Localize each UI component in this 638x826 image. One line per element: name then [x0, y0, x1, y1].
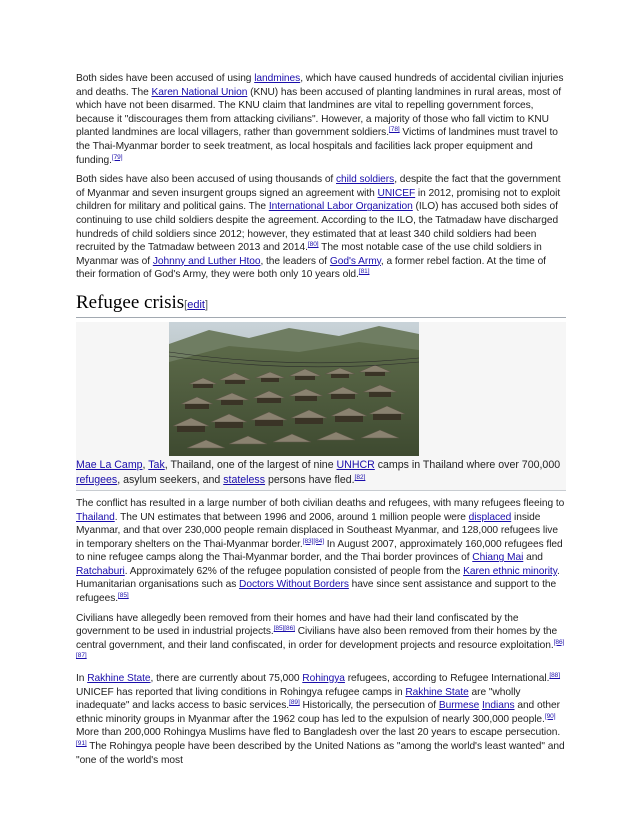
text: Civilians have also been removed from their homes by the central government, and their land confiscated, in order for development projects and resource exploitation. — [76, 626, 558, 651]
paragraph-refugees — [76, 497, 566, 606]
link-stateless[interactable]: stateless — [223, 473, 266, 486]
link-displaced[interactable]: displaced — [468, 511, 512, 523]
text: have since sent assistance and support to the refugees. — [76, 579, 557, 605]
link-johnny-and-luther-htoo[interactable]: Johnny and Luther Htoo — [152, 255, 261, 267]
text: The Rohingya people have been described by the United Nations as "among the world's least wanted" and "one of the world's most — [76, 741, 565, 766]
paragraph-rohingya — [76, 672, 566, 767]
link-rakhine-state[interactable]: Rakhine State — [87, 673, 151, 685]
text: , despite the fact that the government of Myanmar and seven insurgent groups signed an agreement with — [76, 174, 561, 199]
text: UNICEF has reported that living conditions in Rohingya refugee camps in — [76, 686, 406, 698]
citation-82[interactable]: [82] — [354, 473, 366, 481]
text: Civilians have allegedly been removed from their homes and have had their land confiscated by the government to be used in industrial projects. — [76, 612, 519, 638]
link-thailand[interactable]: Thailand — [76, 511, 115, 523]
text: , there are currently about 75,000 — [150, 673, 303, 685]
citation-81[interactable]: [81] — [358, 268, 370, 276]
citation-83-84[interactable]: [83][84] — [302, 537, 324, 545]
link-unhcr[interactable]: UNHCR — [336, 458, 375, 471]
text: Both sides have been accused of using — [76, 73, 255, 84]
text: and other ethnic minority groups in Myanmar after the 1962 coup has led to the expulsion of nearly 300,000 people. — [76, 700, 560, 725]
link-rakhine-state-2[interactable]: Rakhine State — [405, 686, 469, 698]
link-karen-national-union[interactable]: Karen National Union — [151, 86, 248, 98]
figure-caption — [76, 456, 566, 490]
citation-85-86[interactable]: [85][86] — [273, 625, 295, 633]
link-doctors-without-borders[interactable]: Doctors Without Borders — [239, 579, 349, 591]
link-burmese[interactable]: Burmese — [438, 700, 480, 712]
edit-bracket-close: ] — [204, 298, 209, 311]
text: camps in Thailand where over 700,000 — [374, 458, 561, 471]
text: (KNU) has been accused of planting landmines in rural areas, most of which have not been disarmed. The KNU claim that landmines are vital to repelling government forces, because it "discourages them from attacking civilians". However, a majority of those who fall victim to KNU planted landmines are local villagers, rather than government soldiers. — [76, 86, 561, 139]
link-child-soldiers[interactable]: child soldiers — [336, 174, 395, 186]
citation-78[interactable]: [78] — [389, 126, 400, 134]
citation-79[interactable]: [79] — [111, 153, 123, 161]
paragraph-landmines — [76, 72, 566, 167]
text: are "wholly inadequate" and lacks access to basic services. — [76, 686, 521, 712]
link-chiang-mai[interactable]: Chiang Mai — [472, 552, 524, 564]
text: Both sides have also been accused of using thousands of — [76, 174, 336, 186]
section-heading — [76, 292, 566, 318]
text: More than 200,000 Rohingya Muslims have fled to Bangladesh over the last 20 years to escape persecution. — [76, 727, 561, 739]
text: The most notable case of the use child soldiers in Myanmar was of — [76, 242, 542, 267]
link-karen-ethnic-minority[interactable]: Karen ethnic minority — [463, 565, 557, 577]
text: , Thailand, one of the largest of nine — [164, 458, 337, 471]
citation-80[interactable]: [80] — [307, 241, 319, 249]
text: persons have fled. — [265, 473, 355, 486]
figure — [76, 322, 566, 491]
text: , a former rebel faction. At the time of their formation of God's Army, they were both only 10 years old. — [76, 255, 546, 281]
photo-svg — [169, 322, 419, 456]
text: in 2012, promising not to exploit children for military and political gains. The — [76, 187, 561, 213]
citation-85[interactable]: [85] — [118, 592, 129, 600]
link-refugees[interactable]: refugees — [76, 473, 118, 486]
text: . Humanitarian organisations such as — [76, 565, 560, 591]
text: and — [523, 552, 543, 564]
citation-88[interactable]: [88] — [549, 672, 561, 680]
paragraph-land-confiscation — [76, 612, 566, 666]
text: Historically, the persecution of — [299, 700, 439, 712]
text: In August 2007, approximately 160,000 refugees fled to nine refugee camps along the Thai-Myanmar border, and the Thai border provinces of — [76, 538, 563, 564]
link-mae-la-camp[interactable]: Mae La Camp — [76, 458, 143, 471]
text: , asylum seekers, and — [117, 473, 224, 486]
link-tak[interactable]: Tak — [148, 458, 165, 471]
text: In — [76, 673, 88, 685]
text: . The UN estimates that between 1996 and 2006, around 1 million people were — [114, 511, 469, 523]
text: , the leaders of — [260, 255, 330, 267]
section-title: Refugee crisis — [76, 291, 185, 313]
paragraph-child-soldiers — [76, 173, 566, 282]
link-ratchaburi[interactable]: Ratchaburi — [76, 565, 125, 577]
citation-89[interactable]: [89] — [289, 699, 300, 707]
text: , — [142, 458, 149, 471]
text: , which have caused hundreds of accidental civilian injuries and deaths. The — [76, 73, 564, 98]
link-rohingya[interactable]: Rohingya — [302, 673, 345, 685]
text: Victims of landmines must travel to the Thai-Myanmar border to seek treatment, as local hospitals and facilities lack proper equipment and funding. — [76, 127, 558, 166]
article-body — [76, 72, 566, 773]
link-indians[interactable]: Indians — [482, 700, 515, 712]
link-landmines[interactable]: landmines — [254, 73, 301, 84]
text: . Approximately 62% of the refugee population consisted of people from the — [124, 565, 464, 577]
text: inside Myanmar, and that over 230,000 people remain displaced in Southeast Myanmar, and 128,000 refugees live in temporary shelters on the Thai-Myanmar border. — [76, 511, 558, 550]
edit-bracket-open: [ — [184, 298, 188, 311]
citation-90[interactable]: [90] — [544, 712, 556, 720]
citation-91[interactable]: [91] — [76, 740, 87, 747]
link-unicef[interactable]: UNICEF — [377, 187, 416, 199]
refugee-camp-photo[interactable] — [169, 322, 419, 456]
text: The conflict has resulted in a large number of both civilian deaths and refugees, with many refugees fleeing to — [76, 497, 565, 509]
text: (ILO) has accused both sides of continuing to use child soldiers despite the agreement. According to the ILO, the Tatmadaw have discharged hundreds of child soldiers since 2012; however, they estimated that at least 340 child soldiers had been recruited by the Tatmadaw between 2013 and 2014. — [76, 201, 559, 254]
link-gods-army[interactable]: God's Army — [329, 255, 381, 267]
link-international-labor-organization[interactable]: International Labor Organization — [268, 201, 413, 213]
citation-86-87[interactable]: [86][87] — [76, 638, 565, 660]
edit-section-link[interactable]: edit — [187, 298, 205, 311]
text: refugees, according to Refugee International. — [344, 673, 550, 685]
